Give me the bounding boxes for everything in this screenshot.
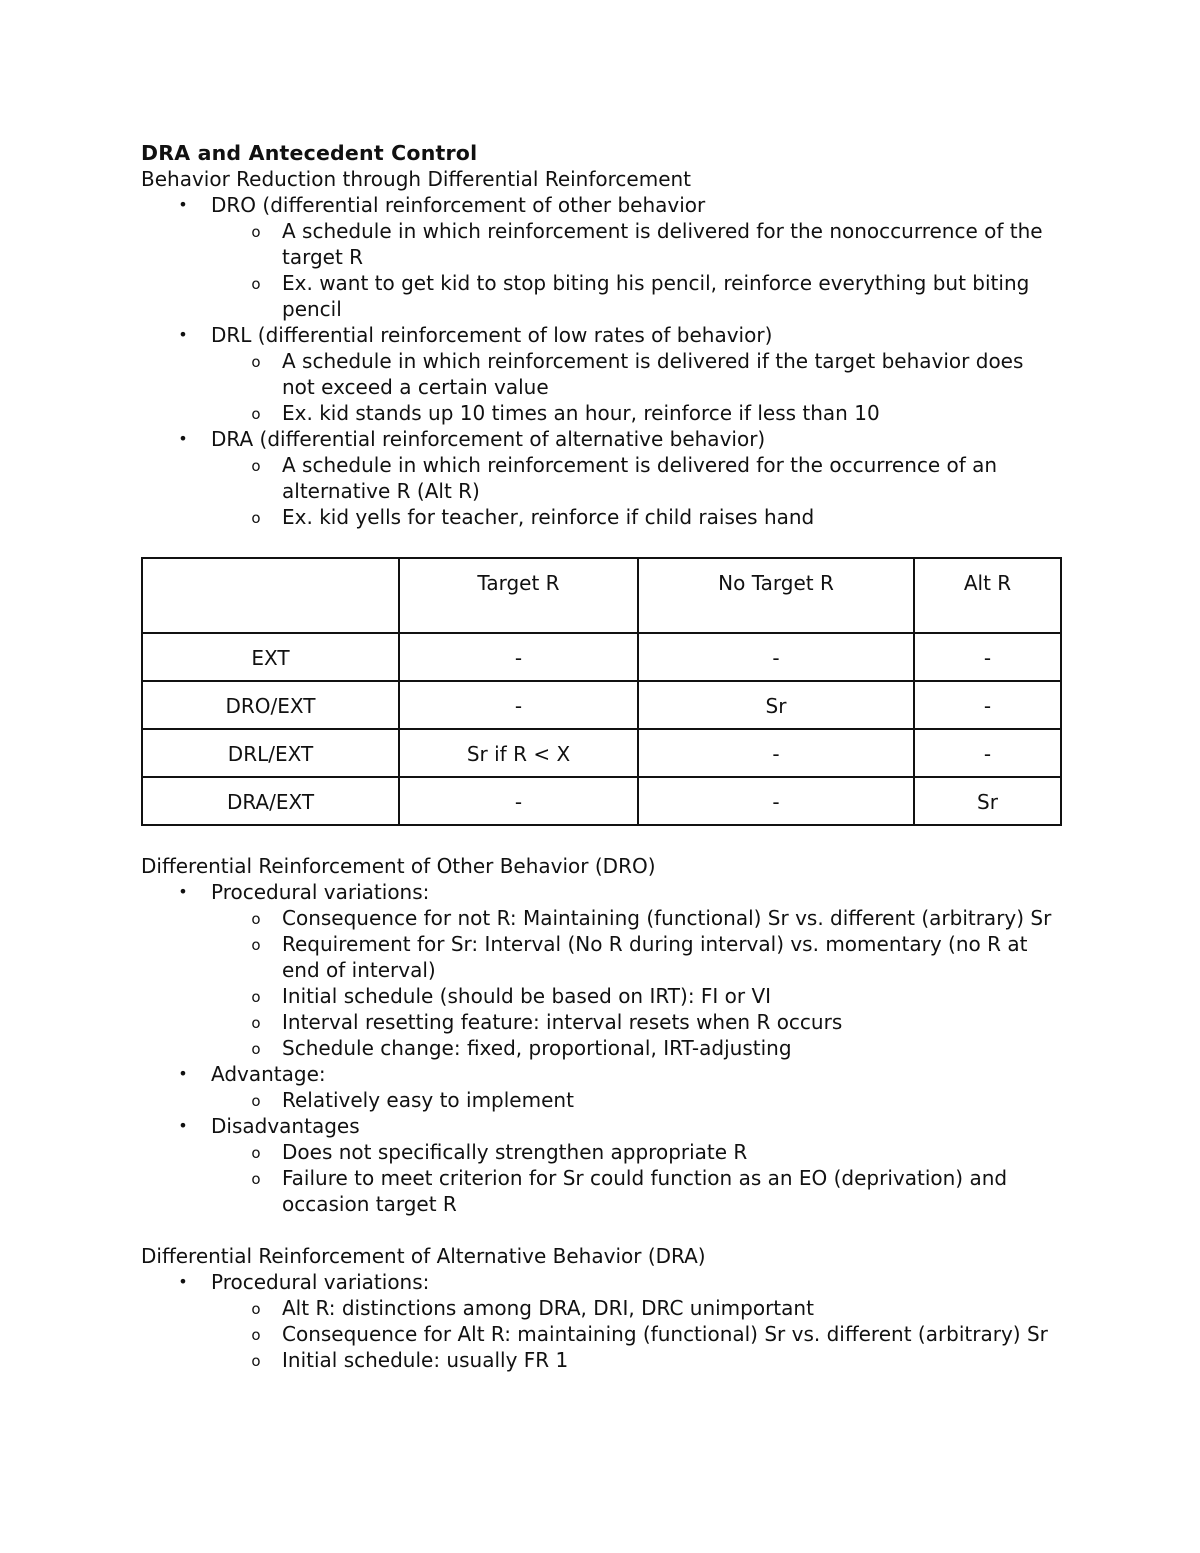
sub-list-item-text: A schedule in which reinforcement is delivered for the occurrence of an alternative R (Alt R) xyxy=(282,453,998,503)
sub-list-item xyxy=(141,218,1061,270)
table-row xyxy=(142,633,1061,681)
table-cell: - xyxy=(914,729,1061,777)
sub-list-item-text: Initial schedule (should be based on IRT): FI or VI xyxy=(282,984,772,1008)
dro-section xyxy=(141,853,1061,1217)
sub-list-item xyxy=(141,1139,1061,1165)
sub-list-item-text: Ex. kid stands up 10 times an hour, reinforce if less than 10 xyxy=(282,401,880,425)
document-subtitle: Behavior Reduction through Differential Reinforcement xyxy=(141,167,692,191)
sub-list-item xyxy=(141,1295,1061,1321)
list-item-text: DRA (differential reinforcement of alternative behavior) xyxy=(211,427,766,451)
sub-list-item xyxy=(141,905,1061,931)
circle-bullet-icon: o xyxy=(251,405,261,423)
table-cell: - xyxy=(638,729,914,777)
bullet-icon: • xyxy=(178,1272,188,1291)
bullet-icon: • xyxy=(178,882,188,901)
sub-list-item xyxy=(141,1035,1061,1061)
circle-bullet-icon: o xyxy=(251,936,261,954)
table-cell: - xyxy=(638,633,914,681)
table-cell: DRO/EXT xyxy=(142,681,399,729)
sub-list-item-text: Alt R: distinctions among DRA, DRI, DRC unimportant xyxy=(282,1296,814,1320)
document-page xyxy=(141,140,1061,1373)
table-row xyxy=(142,681,1061,729)
dra-section xyxy=(141,1243,1061,1373)
table-cell: Sr xyxy=(638,681,914,729)
list-item-text: Procedural variations: xyxy=(211,880,430,904)
list-item xyxy=(141,1113,1061,1217)
sub-list-item xyxy=(141,1165,1061,1217)
bullet-icon: • xyxy=(178,195,188,214)
sub-list-item-text: Interval resetting feature: interval resets when R occurs xyxy=(282,1010,843,1034)
circle-bullet-icon: o xyxy=(251,1144,261,1162)
sub-list-item xyxy=(141,400,1061,426)
table-cell: - xyxy=(638,777,914,825)
sub-list-item-text: Ex. want to get kid to stop biting his pencil, reinforce everything but biting pencil xyxy=(282,271,1030,321)
sub-list-item xyxy=(141,504,1061,530)
sub-list-item xyxy=(141,1009,1061,1035)
list-item xyxy=(141,322,1061,426)
sub-list-item xyxy=(141,270,1061,322)
table-header-cell: No Target R xyxy=(638,558,914,633)
table-cell: - xyxy=(914,681,1061,729)
sub-list-item xyxy=(141,452,1061,504)
circle-bullet-icon: o xyxy=(251,1326,261,1344)
circle-bullet-icon: o xyxy=(251,1170,261,1188)
table-header-cell xyxy=(142,558,399,633)
bullet-icon: • xyxy=(178,325,188,344)
circle-bullet-icon: o xyxy=(251,353,261,371)
circle-bullet-icon: o xyxy=(251,1352,261,1370)
sub-list-item-text: Consequence for not R: Maintaining (functional) Sr vs. different (arbitrary) Sr xyxy=(282,906,1052,930)
document-title: DRA and Antecedent Control xyxy=(141,141,478,165)
sub-list-item xyxy=(141,983,1061,1009)
bullet-icon: • xyxy=(178,429,188,448)
table-cell: - xyxy=(399,681,638,729)
circle-bullet-icon: o xyxy=(251,1040,261,1058)
table-header-row xyxy=(142,558,1061,633)
sub-list-item-text: Schedule change: fixed, proportional, IRT-adjusting xyxy=(282,1036,792,1060)
list-item-text: Procedural variations: xyxy=(211,1270,430,1294)
table-row xyxy=(142,729,1061,777)
blank-line xyxy=(141,1217,1061,1243)
circle-bullet-icon: o xyxy=(251,910,261,928)
list-item xyxy=(141,192,1061,322)
list-item-text: Disadvantages xyxy=(211,1114,360,1138)
sub-list-item-text: A schedule in which reinforcement is delivered for the nonoccurrence of the target R xyxy=(282,219,1043,269)
circle-bullet-icon: o xyxy=(251,275,261,293)
table-cell: - xyxy=(399,777,638,825)
table-row xyxy=(142,777,1061,825)
sub-list-item xyxy=(141,348,1061,400)
table-cell: EXT xyxy=(142,633,399,681)
sub-list-item-text: Failure to meet criterion for Sr could function as an EO (deprivation) and occasion target R xyxy=(282,1166,1008,1216)
list-item xyxy=(141,879,1061,1061)
list-item-text: DRO (differential reinforcement of other behavior xyxy=(211,193,706,217)
sub-list-item xyxy=(141,1087,1061,1113)
sub-list-item-text: Relatively easy to implement xyxy=(282,1088,574,1112)
circle-bullet-icon: o xyxy=(251,1092,261,1110)
sub-list-item xyxy=(141,931,1061,983)
section-heading: Differential Reinforcement of Other Behavior (DRO) xyxy=(141,854,656,878)
list-item-text: Advantage: xyxy=(211,1062,326,1086)
table-cell: - xyxy=(399,633,638,681)
sub-list-item-text: Consequence for Alt R: maintaining (functional) Sr vs. different (arbitrary) Sr xyxy=(282,1322,1048,1346)
table-cell: Sr xyxy=(914,777,1061,825)
list-item xyxy=(141,426,1061,530)
table-cell: - xyxy=(914,633,1061,681)
bullet-icon: • xyxy=(178,1116,188,1135)
list-item xyxy=(141,1061,1061,1113)
intro-list xyxy=(141,192,1061,530)
list-item-text: DRL (differential reinforcement of low rates of behavior) xyxy=(211,323,773,347)
circle-bullet-icon: o xyxy=(251,457,261,475)
circle-bullet-icon: o xyxy=(251,1014,261,1032)
bullet-icon: • xyxy=(178,1064,188,1083)
list-item xyxy=(141,1269,1061,1373)
table-header-cell: Target R xyxy=(399,558,638,633)
sub-list-item xyxy=(141,1321,1061,1347)
reinforcement-table xyxy=(141,557,1062,826)
circle-bullet-icon: o xyxy=(251,1300,261,1318)
table-cell: Sr if R < X xyxy=(399,729,638,777)
sub-list-item-text: Does not specifically strengthen appropriate R xyxy=(282,1140,748,1164)
sub-list-item-text: Requirement for Sr: Interval (No R during interval) vs. momentary (no R at end of interval) xyxy=(282,932,1028,982)
section-heading: Differential Reinforcement of Alternative Behavior (DRA) xyxy=(141,1244,706,1268)
table-cell: DRL/EXT xyxy=(142,729,399,777)
sub-list-item-text: Ex. kid yells for teacher, reinforce if child raises hand xyxy=(282,505,815,529)
sub-list-item xyxy=(141,1347,1061,1373)
circle-bullet-icon: o xyxy=(251,223,261,241)
sub-list-item-text: Initial schedule: usually FR 1 xyxy=(282,1348,569,1372)
table-header-cell: Alt R xyxy=(914,558,1061,633)
circle-bullet-icon: o xyxy=(251,509,261,527)
sub-list-item-text: A schedule in which reinforcement is delivered if the target behavior does not exceed a certain value xyxy=(282,349,1024,399)
table-cell: DRA/EXT xyxy=(142,777,399,825)
circle-bullet-icon: o xyxy=(251,988,261,1006)
